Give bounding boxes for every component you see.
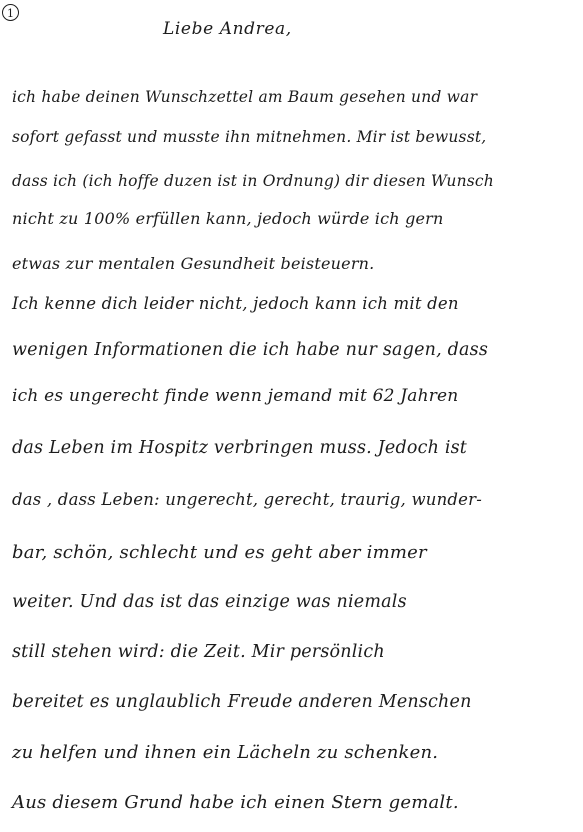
letter-line: bereitet es unglaublich Freude anderen Menschen	[12, 692, 472, 712]
letter-salutation: Liebe Andrea,	[163, 19, 292, 39]
letter-line: wenigen Informationen die ich habe nur sagen, dass	[12, 340, 489, 360]
letter-line: bar, schön, schlecht und es geht aber immer	[12, 542, 427, 563]
letter-line: das Leben im Hospitz verbringen muss. Jedoch ist	[12, 438, 468, 458]
page-number-circle: 1	[2, 4, 19, 21]
letter-line: etwas zur mentalen Gesundheit beisteuern.	[12, 254, 375, 273]
letter-line: das , dass Leben: ungerecht, gerecht, traurig, wunder-	[12, 490, 483, 509]
letter-line: zu helfen und ihnen ein Lächeln zu schenken.	[12, 742, 439, 763]
letter-line: Aus diesem Grund habe ich einen Stern gemalt.	[12, 792, 459, 813]
letter-line: Ich kenne dich leider nicht, jedoch kann ich mit den	[12, 294, 459, 313]
letter-line: sofort gefasst und musste ihn mitnehmen. Mir ist bewusst,	[12, 128, 487, 146]
letter-line: ich habe deinen Wunschzettel am Baum gesehen und war	[12, 88, 478, 106]
letter-line: nicht zu 100% erfüllen kann, jedoch würde ich gern	[12, 209, 444, 228]
letter-line: dass ich (ich hoffe duzen ist in Ordnung) dir diesen Wunsch	[12, 172, 494, 190]
letter-line: ich es ungerecht finde wenn jemand mit 62 Jahren	[12, 386, 459, 406]
letter-line: weiter. Und das ist das einzige was niemals	[12, 592, 407, 612]
letter-line: still stehen wird: die Zeit. Mir persönlich	[12, 642, 385, 662]
